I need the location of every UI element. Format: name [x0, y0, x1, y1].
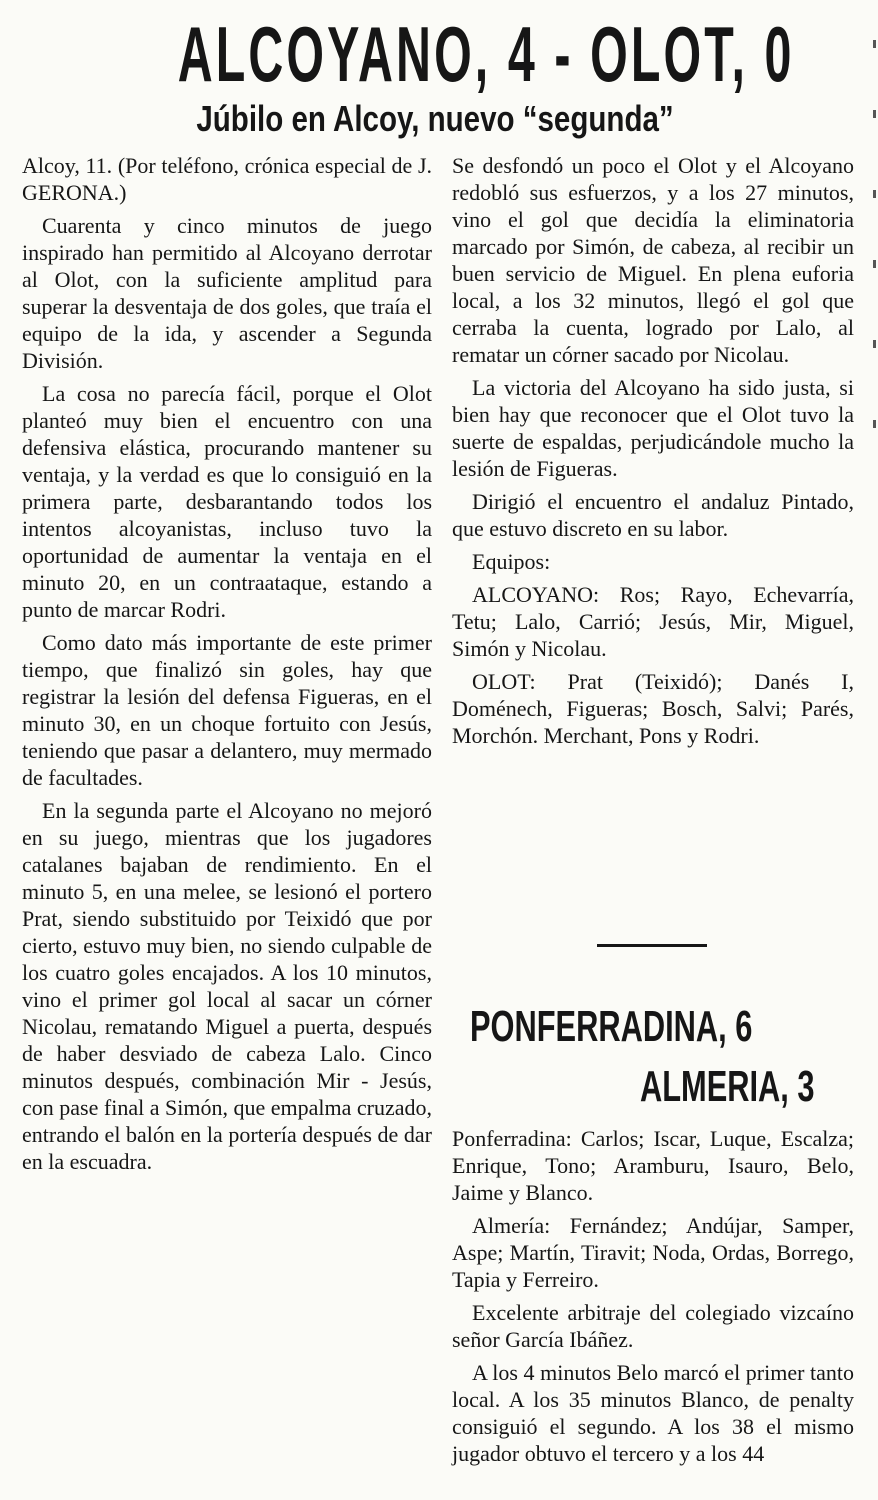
article-column-left	[22, 152, 432, 1181]
lineup-almeria: Almería: Fernández; Andújar, Samper, Aspe; Martín, Tiravit; Noda, Ordas, Borrego, Tapia y Ferreiro.	[452, 1213, 854, 1292]
body-paragraph: Dirigió el encuentro el andaluz Pintado, que estuvo discreto en su labor.	[452, 489, 854, 541]
second-headline-line2: ALMERIA, 3	[640, 1062, 815, 1111]
article-column-right	[452, 152, 854, 755]
referee-paragraph: Excelente arbitraje del colegiado vizcaíno señor García Ibáñez.	[452, 1300, 854, 1352]
subheadline: Júbilo en Alcoy, nuevo “segunda”	[196, 98, 674, 139]
goals-paragraph: A los 4 minutos Belo marcó el primer tanto local. A los 35 minutos Blanco, de penalty consiguió el segundo. A los 38 el mismo jugador obtuvo el tercero y a los 44	[452, 1360, 854, 1466]
lineup-ponferradina: Ponferradina: Carlos; Iscar, Luque, Escalza; Enrique, Tono; Aramburu, Isauro, Belo, Jaime y Blanco.	[452, 1126, 854, 1205]
second-headline-line1: PONFERRADINA, 6	[470, 1002, 753, 1051]
body-paragraph: La victoria del Alcoyano ha sido justa, si bien hay que reconocer que el Olot tuvo la suerte de espaldas, perjudicándole mucho la lesión de Figueras.	[452, 375, 854, 481]
lineup-olot: OLOT: Prat (Teixidó); Danés I, Doménech, Figueras; Bosch, Salvi; Parés, Morchón. Merchant, Pons y Rodri.	[452, 669, 854, 748]
body-paragraph: Cuarenta y cinco minutos de juego inspirado han permitido al Alcoyano derrotar al Olot, con la suficiente amplitud para superar la desventaja de dos goles, que traía el equipo de la ida, y ascender a Segunda División.	[22, 213, 432, 373]
second-article-body	[452, 1125, 854, 1473]
body-paragraph: La cosa no parecía fácil, porque el Olot planteó muy bien el encuentro con una defensiva elástica, procurando mantener su ventaja, y la verdad es que lo consiguió en la primera parte, desbarantando todos los intentos alcoyanistas, incluso tuvo la oportunidad de aumentar la ventaja en el minuto 20, en un contraataque, estando a punto de marcar Rodri.	[22, 381, 432, 622]
headline: ALCOYANO, 4 - OLOT, 0	[177, 10, 795, 98]
dateline-paragraph: Alcoy, 11. (Por teléfono, crónica especial de J. GERONA.)	[22, 153, 432, 205]
teams-heading: Equipos:	[472, 549, 551, 574]
lineup-alcoyano: ALCOYANO: Ros; Rayo, Echevarría, Tetu; Lalo, Carrió; Jesús, Mir, Miguel, Simón y Nicolau.	[452, 582, 854, 661]
body-paragraph: Se desfondó un poco el Olot y el Alcoyano redobló sus esfuerzos, y a los 27 minutos, vino el gol que decidía la eliminatoria marcado por Simón, de cabeza, al recibir un buen servicio de Miguel. En plena euforia local, a los 32 minutos, llegó el gol que cerraba la cuenta, logrado por Lalo, al rematar un córner sacado por Nicolau.	[452, 153, 854, 367]
adjacent-column-edge	[870, 0, 878, 1500]
body-paragraph: En la segunda parte el Alcoyano no mejoró en su juego, mientras que los jugadores catalanes bajaban de rendimiento. En el minuto 5, en una melee, se lesionó el portero Prat, siendo substituido por Teixidó que por cierto, estuvo muy bien, no siendo culpable de los cuatro goles encajados. A los 10 minutos, vino el primer gol local al sacar un córner Nicolau, rematando Miguel a puerta, después de haber desviado de cabeza Lalo. Cinco minutos después, combinación Mir - Jesús, con pase final a Simón, que empalma cruzado, entrando el balón en la portería después de dar en la escuadra.	[22, 798, 432, 1174]
section-divider	[597, 944, 707, 947]
body-paragraph: Como dato más importante de este primer tiempo, que finalizó sin goles, hay que registrar la lesión del defensa Figueras, en el minuto 30, en un choque fortuito con Jesús, teniendo que pasar a delantero, muy mermado de facultades.	[22, 630, 432, 790]
